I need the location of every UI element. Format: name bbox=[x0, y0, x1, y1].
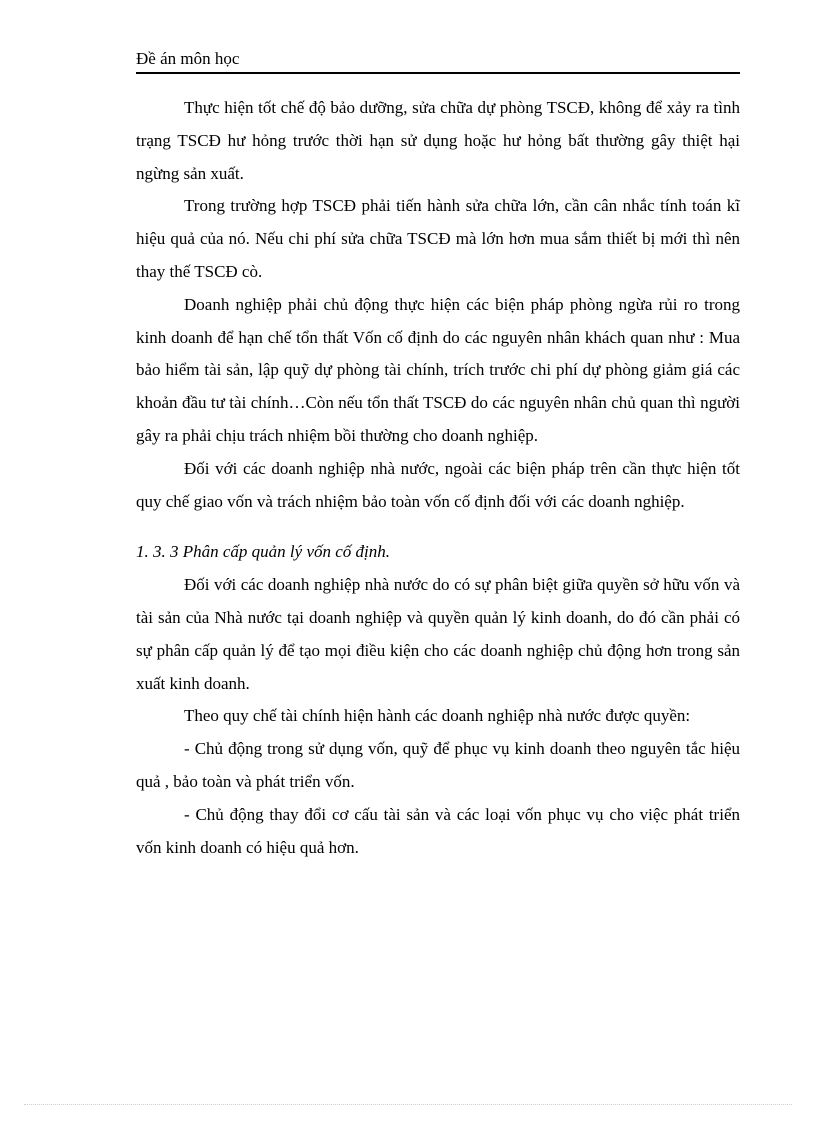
footer-divider bbox=[24, 1104, 792, 1105]
document-body bbox=[136, 92, 740, 864]
paragraph-maintenance: Thực hiện tốt chế độ bảo dưỡng, sửa chữa dự phòng TSCĐ, không để xảy ra tình trạng TSCĐ hư hỏng trước thời hạn sử dụng hoặc hư hỏng bất thường gây thiệt hại ngừng sản xuất. bbox=[136, 98, 740, 183]
page-header bbox=[136, 48, 740, 74]
section-heading: 1. 3. 3 Phân cấp quản lý vốn cố định. bbox=[136, 542, 391, 562]
paragraph-decentralization: Đối với các doanh nghiệp nhà nước do có sự phân biệt giữa quyền sở hữu vốn và tài sản của Nhà nước tại doanh nghiệp và quyền quản lý kinh doanh, do đó cần phải có sự phân cấp quản lý để tạo mọi điều kiện cho các doanh nghiệp chủ động hơn trong sản xuất kinh doanh. bbox=[136, 575, 740, 693]
list-item-capital-use: - Chủ động trong sử dụng vốn, quỹ để phục vụ kinh doanh theo nguyên tắc hiệu quả , bảo toàn và phát triển vốn. bbox=[136, 739, 740, 791]
list-item-asset-structure: - Chủ động thay đổi cơ cấu tài sản và các loại vốn phục vụ cho việc phát triển vốn kinh doanh có hiệu quả hơn. bbox=[136, 804, 740, 857]
paragraph-risk-prevention: Doanh nghiệp phải chủ động thực hiện các biện pháp phòng ngừa rủi ro trong kinh doanh để hạn chế tổn thất Vốn cố định do các nguyên nhân khách quan như : Mua bảo hiểm tài sản, lập quỹ dự phòng tài chính, trích trước chi phí dự phòng giảm giá các khoản đầu tư tài chính…Còn nếu tổn thất TSCĐ do các nguyên nhân chủ quan thì người gây ra phải chịu trách nhiệm bồi thường cho doanh nghiệp. bbox=[136, 294, 740, 445]
paragraph-financial-regulation: Theo quy chế tài chính hiện hành các doanh nghiệp nhà nước được quyền: bbox=[184, 706, 691, 726]
header-title: Đề án môn học bbox=[136, 49, 240, 68]
paragraph-state-enterprises: Đối với các doanh nghiệp nhà nước, ngoài các biện pháp trên cần thực hiện tốt quy chế giao vốn và trách nhiệm bảo toàn vốn cố định đối với các doanh nghiệp. bbox=[136, 458, 740, 511]
paragraph-major-repair: Trong trường hợp TSCĐ phải tiến hành sửa chữa lớn, cần cân nhắc tính toán kĩ hiệu quả của nó. Nếu chi phí sửa chữa TSCĐ mà lớn hơn mua sắm thiết bị mới thì nên thay thế TSCĐ cò. bbox=[136, 196, 740, 281]
